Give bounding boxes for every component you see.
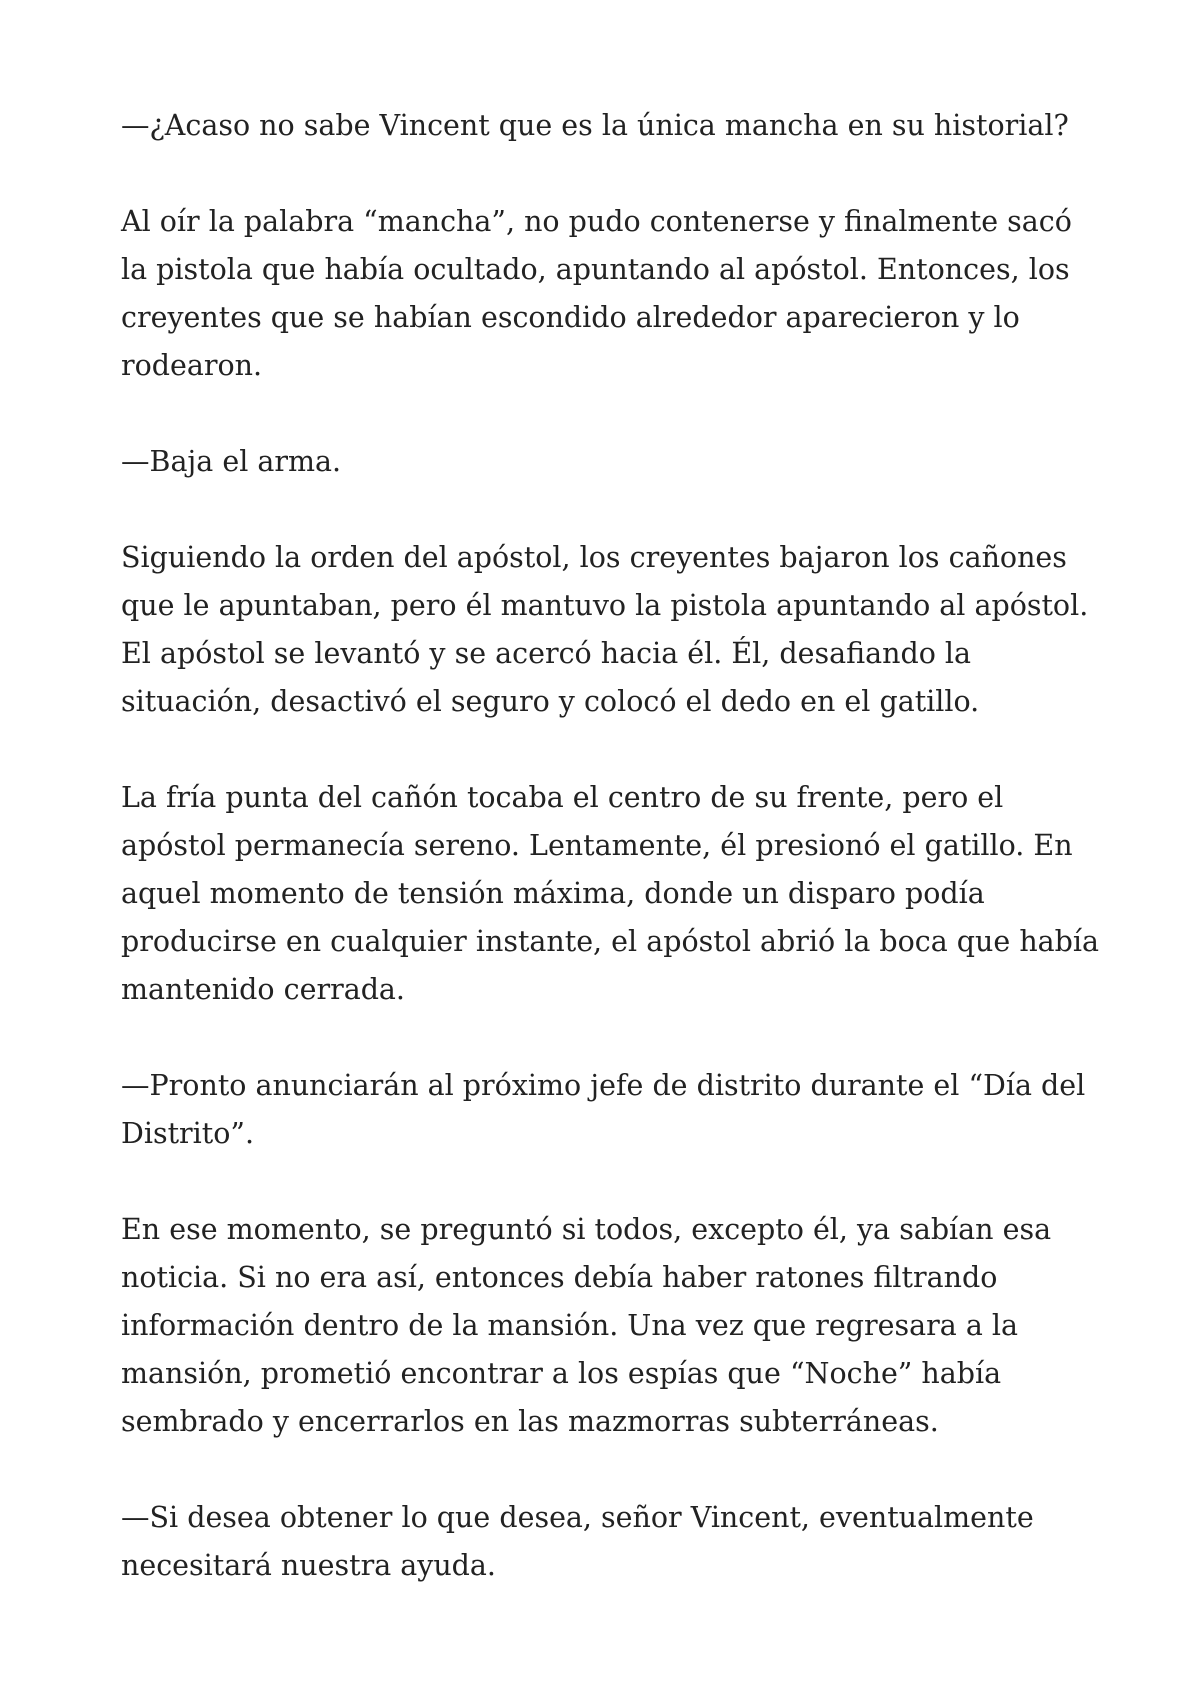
paragraph-narration-2: Siguiendo la orden del apóstol, los creyentes bajaron los cañones que le apuntaban, pero él mantuvo la pistola apuntando al apóstol. El apóstol se levantó y se acercó hacia él. Él, desafiando la situación, desactivó el seguro y colocó el dedo en el gatillo. [121, 541, 1089, 718]
paragraph-dialogue-1: —¿Acaso no sabe Vincent que es la única mancha en su historial? [121, 109, 1069, 142]
paragraph-dialogue-4: —Si desea obtener lo que desea, señor Vincent, eventualmente necesitará nuestra ayuda. [121, 1501, 1034, 1582]
paragraph-dialogue-3: —Pronto anunciarán al próximo jefe de distrito durante el “Día del Distrito”. [121, 1069, 1086, 1150]
paragraph-dialogue-2: —Baja el arma. [121, 445, 342, 478]
document-body [121, 102, 1101, 1590]
paragraph-narration-4: En ese momento, se preguntó si todos, excepto él, ya sabían esa noticia. Si no era así, entonces debía haber ratones filtrando información dentro de la mansión. Una vez que regresara a la mansión, prometió encontrar a los espías que “Noche” había sembrado y encerrarlos en las mazmorras subterráneas. [121, 1213, 1052, 1438]
paragraph-narration-3: La fría punta del cañón tocaba el centro de su frente, pero el apóstol permanecía sereno. Lentamente, él presionó el gatillo. En aquel momento de tensión máxima, donde un disparo podía producirse en cualquier instante, el apóstol abrió la boca que había mantenido cerrada. [121, 781, 1100, 1006]
paragraph-narration-1: Al oír la palabra “mancha”, no pudo contenerse y finalmente sacó la pistola que había ocultado, apuntando al apóstol. Entonces, los creyentes que se habían escondido alrededor aparecieron y lo rodearon. [121, 205, 1072, 382]
